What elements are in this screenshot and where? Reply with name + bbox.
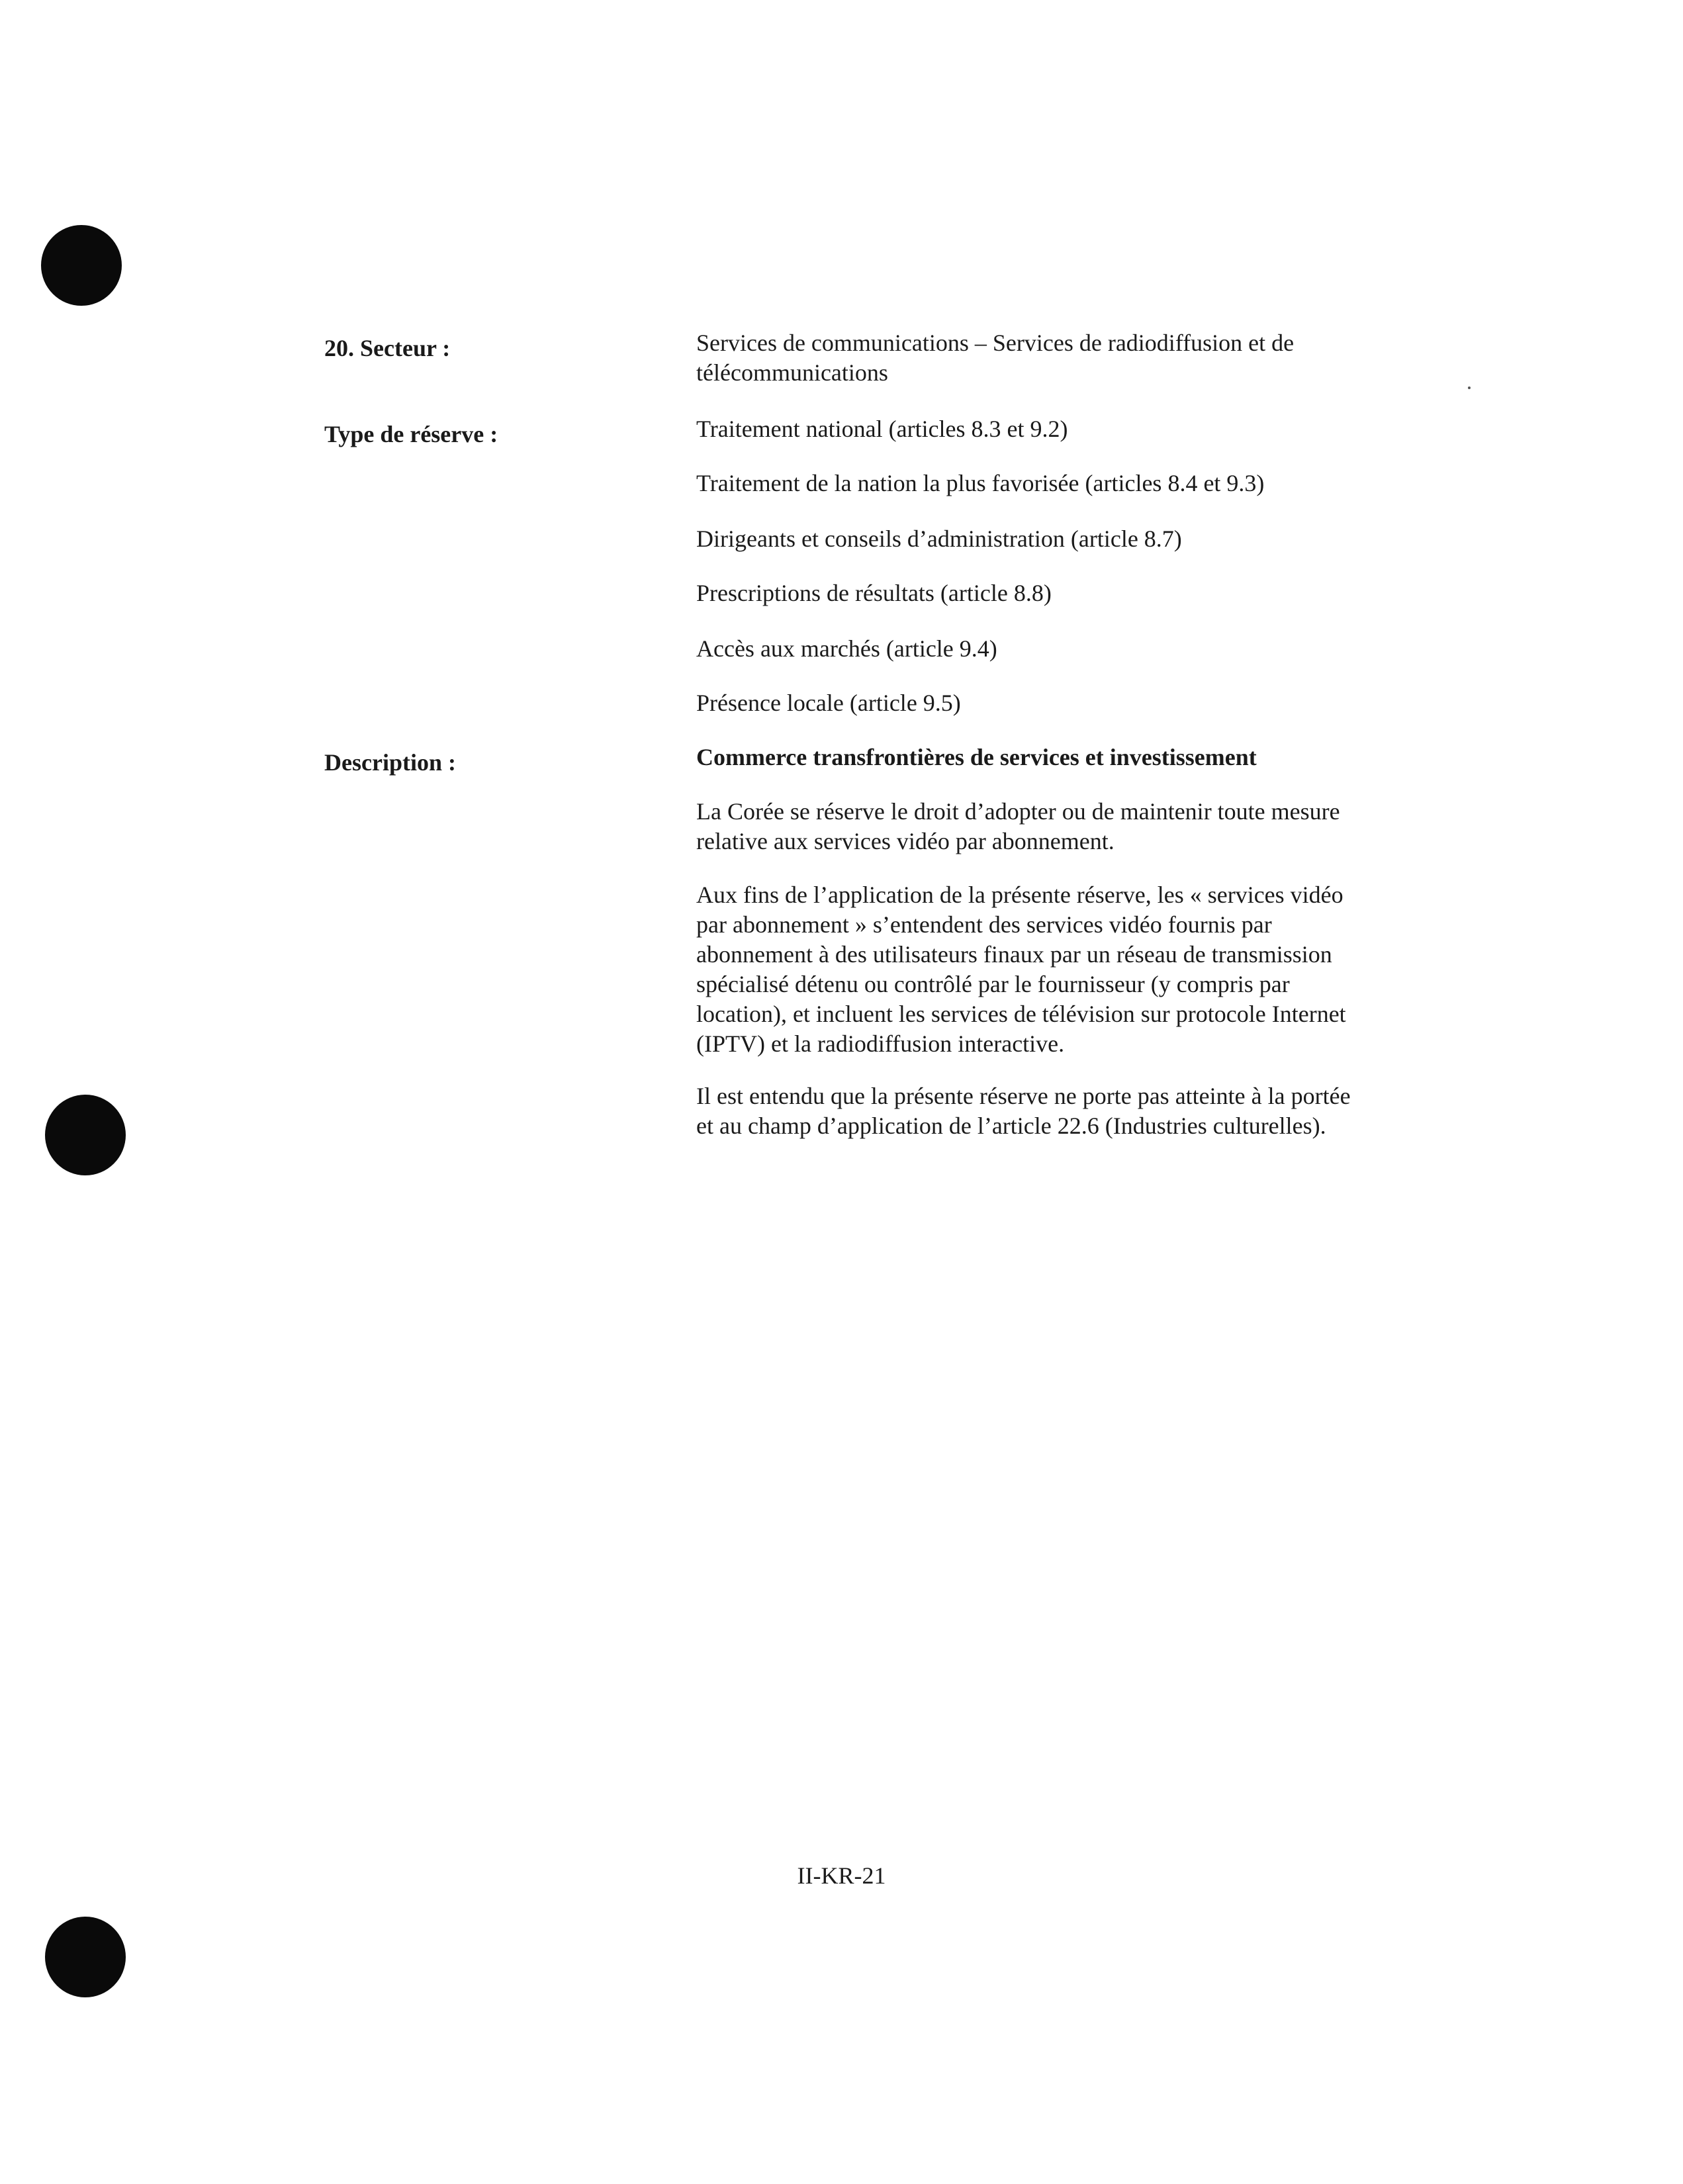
description-heading: Commerce transfrontières de services et investissement [696,744,1257,770]
description-paragraph: Aux fins de l’application de la présente réserve, les « services vidéo par abonnement » s’entendent des services vidéo fournis par abonnement à des utilisateurs finaux par un réseau de transmission spécialisé détenu ou contrôlé par le fournisseur (y compris par location), et incluent les services de télévision sur protocole Internet (IPTV) et la radiodiffusion interactive. [696,882,1346,1057]
punch-hole-top [41,225,122,306]
reservation-type-item: Prescriptions de résultats (article 8.8) [696,580,1052,606]
reservation-type-item: Présence locale (article 9.5) [696,690,961,716]
reservation-type-label: Type de réserve : [324,421,498,447]
reservation-type-item: Accès aux marchés (article 9.4) [696,635,997,662]
reservation-type-item: Dirigeants et conseils d’administration (article 8.7) [696,525,1182,552]
sector-label: 20. Secteur : [324,335,451,361]
reservation-type-item: Traitement de la nation la plus favorisée (articles 8.4 et 9.3) [696,470,1265,496]
punch-hole-middle [45,1095,126,1175]
description-paragraph: La Corée se réserve le droit d’adopter ou de maintenir toute mesure relative aux services vidéo par abonnement. [696,798,1340,854]
scan-speck [1468,387,1471,389]
sector-value: Services de communications – Services de radiodiffusion et de télécommunications [696,330,1295,386]
reservation-type-item: Traitement national (articles 8.3 et 9.2) [696,416,1068,442]
punch-hole-bottom [45,1917,126,1997]
description-paragraph: Il est entendu que la présente réserve ne porte pas atteinte à la portée et au champ d’application de l’article 22.6 (Industries culturelles). [696,1083,1351,1139]
page-number: II-KR-21 [797,1862,886,1889]
description-label: Description : [324,749,456,776]
